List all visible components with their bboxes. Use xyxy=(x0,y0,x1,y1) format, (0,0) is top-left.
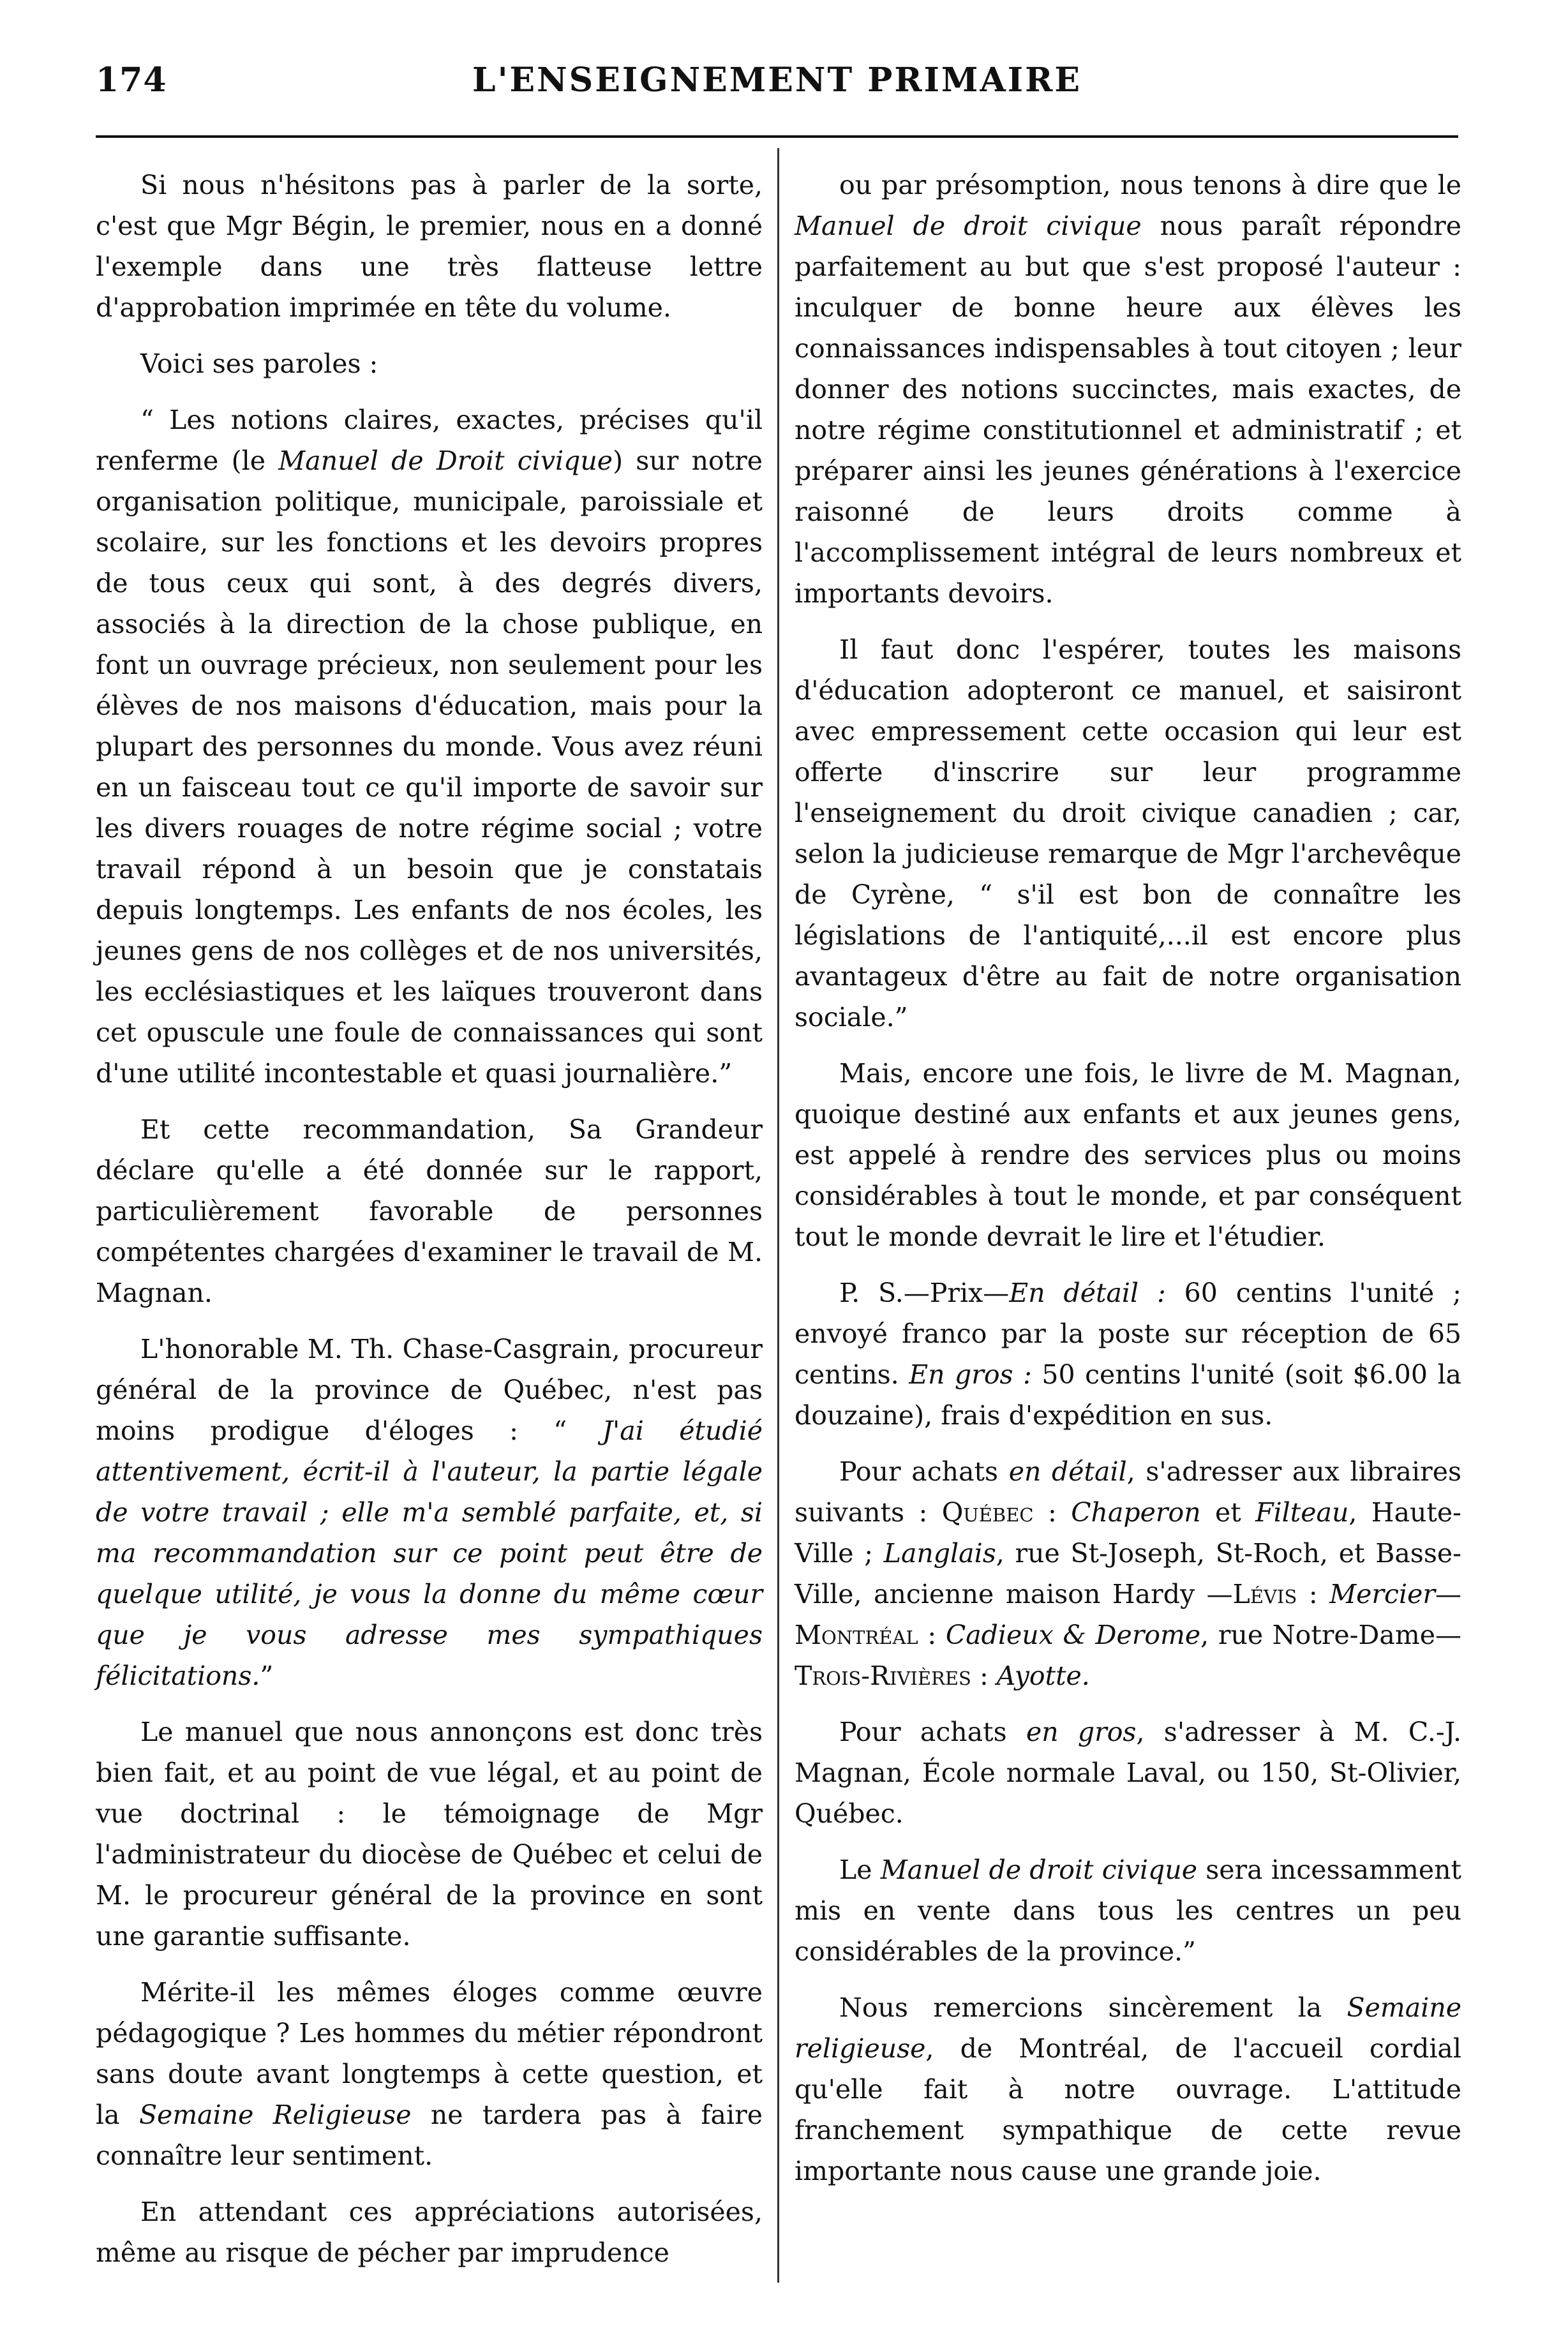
paragraph: “ Les notions claires, exactes, précises qu'il renferme (le Manuel de Droit civique) sur notre organisation politique, municipale, paroissiale et scolaire, sur les fonctions et les devoirs propres de tous ceux qui sont, à des degrés divers, associés à la direction de la chose publique, en font un ouvrage précieux, non seulement pour les élèves de nos maisons d'éducation, mais pour la plupart des personnes du monde. Vous avez réuni en un faisceau tout ce qu'il importe de savoir sur les divers rouages de notre régime social ; votre travail répond à un besoin que je constatais depuis longtemps. Les enfants de nos écoles, les jeunes gens de nos collèges et de nos universités, les ecclésiastiques et les laïques trouveront dans cet opuscule une foule de connaissances qui sont d'une utilité incontestable et quasi journalière.” xyxy=(96,405,763,1089)
paragraph: L'honorable M. Th. Chase-Casgrain, procureur général de la province de Québec, n'est pas moins prodigue d'éloges : “ J'ai étudié attentivement, écrit-il à l'auteur, la partie légale de votre travail ; elle m'a semblé parfaite, et, si ma recommandation sur ce point peut être de quelque utilité, je vous la donne du même cœur que je vous adresse mes sympathiques félicitations.” xyxy=(96,1334,763,1691)
page-number: 174 xyxy=(96,61,167,100)
left-column xyxy=(96,165,763,2268)
paragraph: Voici ses paroles : xyxy=(140,348,378,379)
paragraph: Il faut donc l'espérer, toutes les maisons d'éducation adopteront ce manuel, et saisiront avec empressement cette occasion qui leur est offerte d'inscrire sur leur programme l'enseignement du droit civique canadien ; car, selon la judicieuse remarque de Mgr l'archevêque de Cyrène, “ s'il est bon de connaître les législations de l'antiquité,...il est encore plus avantageux d'être au fait de notre organisation sociale.” xyxy=(795,634,1461,1033)
column-divider xyxy=(777,148,779,2283)
page-header xyxy=(96,61,1458,112)
paragraph: Le Manuel de droit civique sera incessamment mis en vente dans tous les centres un peu considérables de la province.” xyxy=(795,1855,1461,1967)
paragraph: ou par présomption, nous tenons à dire que le Manuel de droit civique nous paraît répondre parfaitement au but que s'est proposé l'auteur : inculquer de bonne heure aux élèves les connaissances indispensables à tout citoyen ; leur donner des notions succinctes, mais exactes, de notre régime constitutionnel et administratif ; et préparer ainsi les jeunes générations à l'exercice raisonné de leurs droits comme à l'accomplissement intégral de leurs nombreux et importants devoirs. xyxy=(795,170,1461,609)
paragraph: Le manuel que nous annonçons est donc très bien fait, et au point de vue légal, et au point de vue doctrinal : le témoignage de Mgr l'administrateur du diocèse de Québec et celui de M. le procureur général de la province en sont une garantie suffisante. xyxy=(96,1717,763,1952)
paragraph: En attendant ces appréciations autorisées, même au risque de pécher par imprudence xyxy=(96,2197,763,2268)
header-rule xyxy=(96,135,1458,138)
running-title: L'ENSEIGNEMENT PRIMAIRE xyxy=(472,61,1082,100)
paragraph: Pour achats en gros, s'adresser à M. C.-J. Magnan, École normale Laval, ou 150, St-Olivier, Québec. xyxy=(795,1717,1461,1829)
right-column xyxy=(795,165,1461,2264)
paragraph: Et cette recommandation, Sa Grandeur déclare qu'elle a été donnée sur le rapport, particulièrement favorable de personnes compétentes chargées d'examiner le travail de M. Magnan. xyxy=(96,1114,763,1308)
paragraph: Nous remercions sincèrement la Semaine religieuse, de Montréal, de l'accueil cordial qu'elle fait à notre ouvrage. L'attitude franchement sympathique de cette revue importante nous cause une grande joie. xyxy=(795,1992,1461,2186)
paragraph: Pour achats en détail, s'adresser aux libraires suivants : Québec : Chaperon et Filteau, Haute-Ville ; Langlais, rue St-Joseph, St-Roch, et Basse-Ville, ancienne maison Hardy —Lévis : Mercier—Montréal : Cadieux & Derome, rue Notre-Dame—Trois-Rivières : Ayotte. xyxy=(795,1456,1462,1691)
paragraph: Mérite-il les mêmes éloges comme œuvre pédagogique ? Les hommes du métier répondront sans doute avant longtemps à cette question, et la Semaine Religieuse ne tardera pas à faire connaître leur sentiment. xyxy=(96,1977,763,2171)
paragraph: P. S.—Prix—En détail : 60 centins l'unité ; envoyé franco par la poste sur réception de 65 centins. En gros : 50 centins l'unité (soit $6.00 la douzaine), frais d'expédition en sus. xyxy=(795,1278,1462,1431)
paragraph: Mais, encore une fois, le livre de M. Magnan, quoique destiné aux enfants et aux jeunes gens, est appelé à rendre des services plus ou moins considérables à tout le monde, et par conséquent tout le monde devrait le lire et l'étudier. xyxy=(795,1058,1461,1252)
paragraph: Si nous n'hésitons pas à parler de la sorte, c'est que Mgr Bégin, le premier, nous en a donné l'exemple dans une très flatteuse lettre d'approbation imprimée en tête du volume. xyxy=(96,170,763,323)
